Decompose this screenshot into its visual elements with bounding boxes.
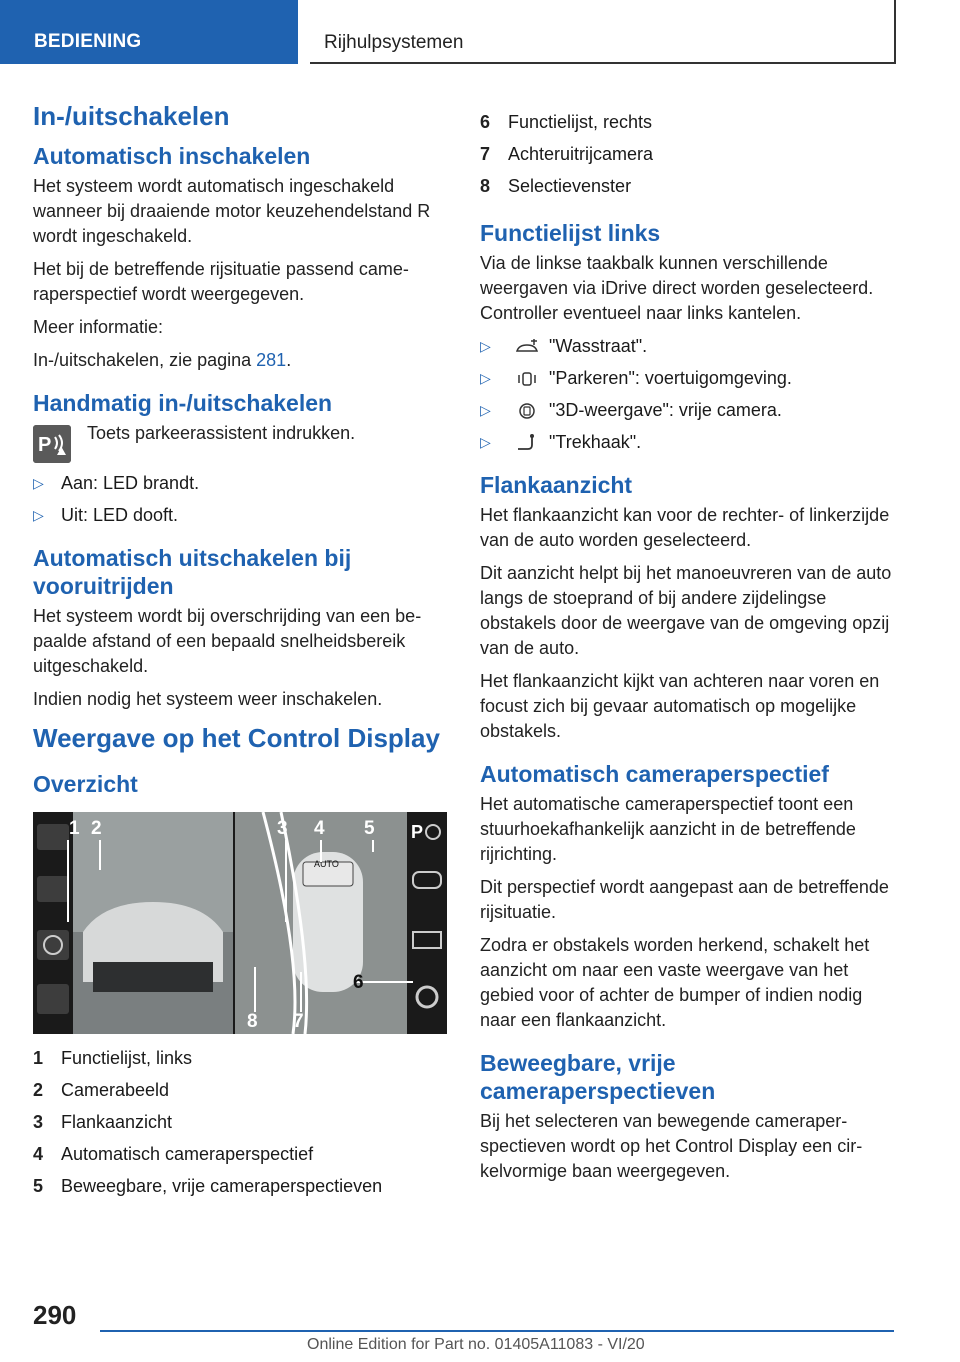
legend-item: 8 Selectievenster <box>480 176 632 196</box>
footer-edition: Online Edition for Part no. 01405A11083 - VI/20 <box>307 1336 645 1353</box>
section-title: BEDIENING <box>34 31 142 52</box>
footer-divider <box>100 1330 894 1332</box>
right-column <box>480 110 900 1192</box>
figure-label-7: 7 <box>293 1011 304 1032</box>
paragraph: Het systeem wordt bij overschrijding van een bepaalde afstand of een bepaald snelheidsbereik uitgeschakeld. <box>33 606 422 676</box>
heading-auto-on: Automatisch inschakelen <box>33 143 311 169</box>
parking-surroundings-icon <box>514 369 540 389</box>
heading-manual: Handmatig in-/uitschakelen <box>33 390 333 416</box>
paragraph: Via de linkse taakbalk kunnen verschillende weergaven via iDrive direct worden geselecteerd. Controller eventueel naar links kantelen. <box>480 253 874 323</box>
figure-label-1: 1 <box>69 818 80 839</box>
triangle-right-icon: ▷ <box>480 434 491 450</box>
heading-auto-camera: Automatisch cameraperspectief <box>480 761 829 787</box>
tow-hitch-icon <box>514 433 540 453</box>
triangle-right-icon: ▷ <box>33 507 44 523</box>
svg-text:P: P <box>411 822 424 842</box>
page-link[interactable]: 281 <box>256 350 287 370</box>
paragraph: Indien nodig het systeem weer inschakelen. <box>33 689 383 709</box>
list-item: ▷ Uit: LED dooft. <box>33 503 451 528</box>
heading-free-camera: Beweegbare, vrije cameraperspectieven <box>480 1050 716 1104</box>
heading-flank: Flankaanzicht <box>480 472 633 498</box>
list-item: ▷ "Wasstraat". <box>480 334 900 359</box>
heading-overview: Overzicht <box>33 771 138 797</box>
figure-label-8: 8 <box>247 1011 258 1032</box>
paragraph: Dit aanzicht helpt bij het manoeuvreren van de auto langs de stoeprand of bij andere zijdelingse obstakels door de weergave van de omgeving opzij van de auto. <box>480 563 892 658</box>
figure-label-4: 4 <box>314 818 325 839</box>
paragraph: Het automatische cameraperspectief toont een stuurhoekafhankelijk aanzicht in de betreffende rijrichting. <box>480 794 856 864</box>
section-tab <box>0 0 298 64</box>
figure-label-6: 6 <box>353 972 364 993</box>
legend-item: 1 Functielijst, links <box>33 1048 193 1068</box>
control-display-figure <box>33 812 447 1034</box>
triangle-right-icon: ▷ <box>480 402 491 418</box>
triangle-right-icon: ▷ <box>480 338 491 354</box>
paragraph: Dit perspectief wordt aangepast aan de betreffende rijsituatie. <box>480 877 889 922</box>
legend-item: 2 Camerabeeld <box>33 1080 170 1100</box>
paragraph: Het flankaanzicht kijkt van achteren naar voren en focust zich bij gevaar automatisch op mogelijke obstakels. <box>480 671 880 741</box>
legend-item: 6 Functielijst, rechts <box>480 112 653 132</box>
park-button-instruction <box>33 421 451 463</box>
paragraph-reference: In-/uitschakelen, zie pagina 281. <box>33 350 292 370</box>
paragraph: Het flankaanzicht kan voor de rechter- of linkerzijde van de auto worden geselecteerd. <box>480 505 890 550</box>
chapter-header <box>310 0 896 64</box>
figure-legend-right <box>480 110 900 199</box>
heading-display: Weergave op het Control Display <box>33 723 440 753</box>
3d-view-icon <box>514 401 540 421</box>
list-item: ▷ Aan: LED brandt. <box>33 471 451 496</box>
paragraph: Zodra er obstakels worden herkend, schakelt het aanzicht om naar een vaste weergave van het gebied voor of achter de bumper of indien nodig naar een flankaanzicht. <box>480 935 870 1030</box>
left-column <box>33 100 451 1206</box>
legend-item: 5 Beweegbare, vrije cameraperspectieven <box>33 1176 383 1196</box>
heading-function-list: Functielijst links <box>480 220 661 246</box>
park-assist-button-icon <box>33 425 71 463</box>
control-display-illustration <box>33 812 447 1034</box>
list-item: ▷ "3D-weergave": vrije camera. <box>480 398 900 423</box>
paragraph: Meer informatie: <box>33 317 164 337</box>
paragraph: Toets parkeerassistent indrukken. <box>87 423 356 443</box>
figure-label-3: 3 <box>277 818 288 839</box>
legend-item: 4 Automatisch cameraperspectief <box>33 1144 314 1164</box>
paragraph: Bij het selecteren van bewegende cameraperspectieven wordt op het Control Display een cirkelvormige baan weergegeven. <box>480 1111 863 1181</box>
list-item: ▷ "Trekhaak". <box>480 430 900 455</box>
list-item: ▷ "Parkeren": voertuigomgeving. <box>480 366 900 391</box>
heading-auto-off: Automatisch uitschakelen bij vooruitrijden <box>33 545 352 599</box>
figure-label-5: 5 <box>364 818 375 839</box>
legend-item: 7 Achteruitrijcamera <box>480 144 654 164</box>
led-list <box>33 471 451 528</box>
auto-badge: AUTO <box>314 859 339 869</box>
chapter-title: Rijhulpsystemen <box>324 32 464 53</box>
paragraph: Het systeem wordt automatisch ingeschakeld wanneer bij draaiende motor keuzehendelstand R wordt ingeschakeld. <box>33 176 431 246</box>
triangle-right-icon: ▷ <box>33 475 44 491</box>
page-number: 290 <box>33 1300 77 1330</box>
heading-on-off: In-/uitschakelen <box>33 101 230 131</box>
car-wash-icon <box>514 337 540 357</box>
figure-legend-left <box>33 1046 451 1199</box>
figure-label-2: 2 <box>91 818 102 839</box>
paragraph: Het bij de betreffende rijsituatie passend cameraperspectief wordt weergegeven. <box>33 259 409 304</box>
function-list <box>480 334 900 455</box>
legend-item: 3 Flankaanzicht <box>33 1112 173 1132</box>
triangle-right-icon: ▷ <box>480 370 491 386</box>
svg-text:P: P <box>38 434 52 456</box>
